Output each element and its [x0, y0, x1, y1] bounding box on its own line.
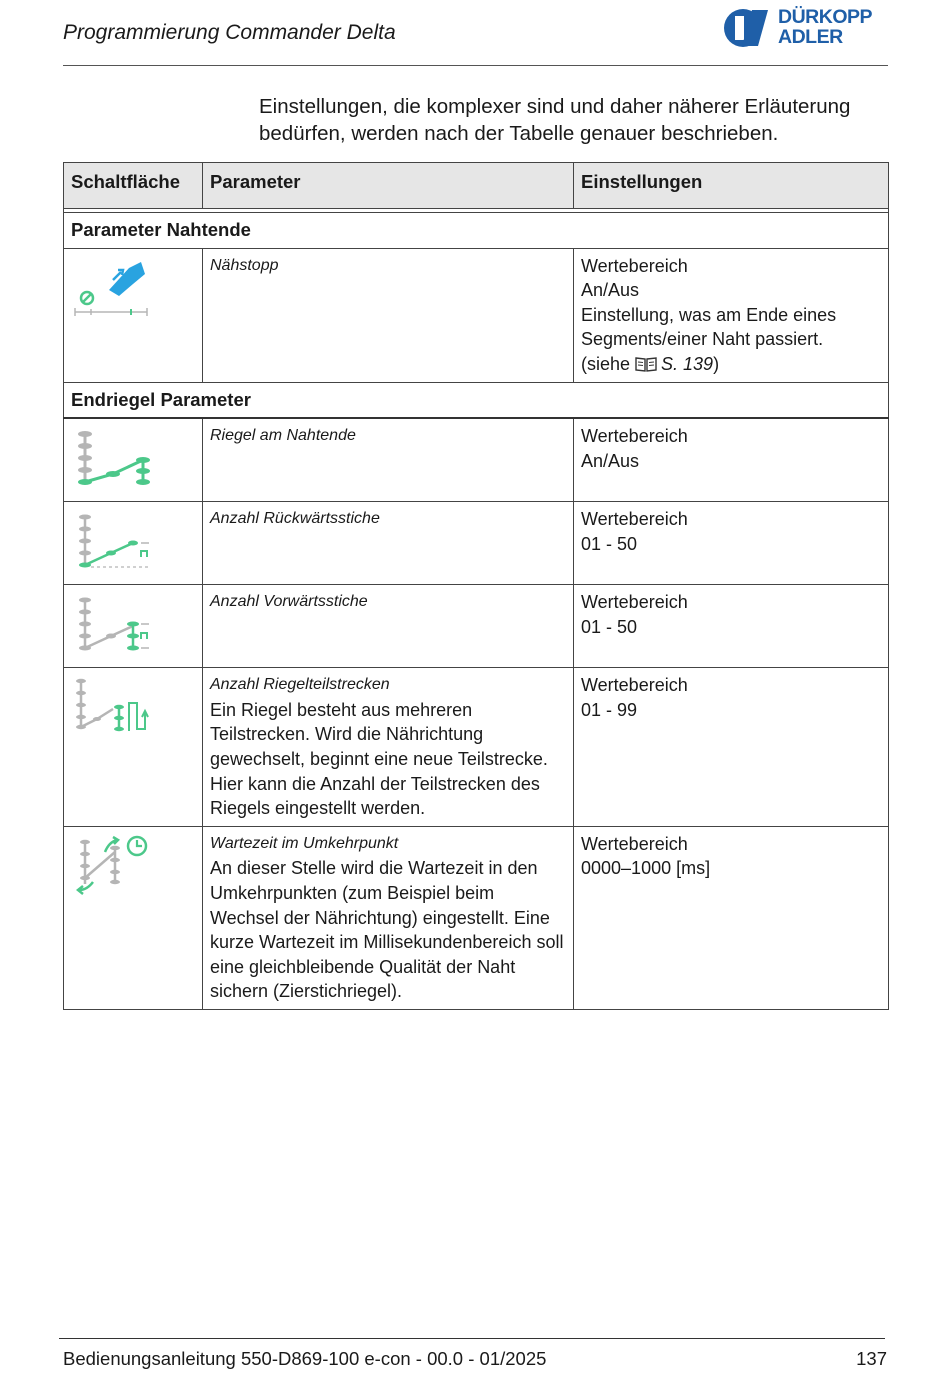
table-header-row — [64, 163, 889, 209]
settings-line: Wertebereich — [581, 592, 688, 613]
table-row — [64, 418, 889, 502]
icon-cell — [64, 248, 203, 382]
settings-cell — [574, 502, 889, 585]
settings-line: 0000–1000 [ms] — [581, 858, 711, 879]
logo-mark-icon — [722, 6, 776, 50]
parameter-name: Wartezeit im Umkehrpunkt — [210, 834, 399, 852]
settings-line: Einstellung, was am Ende eines Segments/einer Naht passiert. — [581, 304, 837, 350]
logo-text: DÜRKOPP ADLER — [778, 6, 873, 48]
section-row — [64, 213, 889, 249]
settings-line: An/Aus — [581, 450, 640, 471]
forward-stitches-icon[interactable] — [71, 590, 151, 662]
table-row — [64, 248, 889, 382]
settings-line: Wertebereich — [581, 675, 688, 696]
settings-line: Wertebereich — [581, 833, 688, 854]
table-row — [64, 502, 889, 585]
table-row — [64, 668, 889, 827]
section-title: Parameter Nahtende — [64, 213, 889, 249]
icon-cell — [64, 826, 203, 1009]
section-row — [64, 382, 889, 418]
book-icon — [635, 356, 657, 372]
company-logo — [722, 6, 892, 52]
settings-line: Wertebereich — [581, 509, 688, 530]
settings-line: An/Aus — [581, 280, 640, 301]
table-row — [64, 826, 889, 1009]
parameter-name: Anzahl Rückwärtsstiche — [210, 510, 380, 528]
settings-cell — [574, 826, 889, 1009]
page-reference[interactable]: (siehe S. 139) — [581, 353, 720, 374]
header-divider — [63, 65, 888, 66]
parameter-name: Anzahl Vorwärtsstiche — [210, 593, 368, 611]
icon-cell — [64, 502, 203, 585]
sew-stop-foot-icon[interactable] — [71, 254, 151, 326]
tack-segments-icon[interactable] — [71, 673, 151, 745]
icon-cell — [64, 585, 203, 668]
settings-line: 01 - 50 — [581, 616, 638, 637]
column-header-button: Schaltfläche — [64, 163, 203, 209]
footer-document-info: Bedienungsanleitung 550-D869-100 e-con - 00.0 - 01/2025 — [63, 1348, 547, 1369]
parameter-name: Riegel am Nahtende — [210, 427, 356, 445]
parameter-name: Nähstopp — [210, 256, 279, 274]
reversal-wait-time-icon[interactable] — [71, 832, 151, 904]
settings-line: 01 - 99 — [581, 699, 638, 720]
settings-cell — [574, 248, 889, 382]
page-number: 137 — [856, 1348, 887, 1369]
settings-line: Wertebereich — [581, 426, 688, 447]
settings-cell — [574, 418, 889, 502]
icon-cell — [64, 418, 203, 502]
section-title: Endriegel Parameter — [64, 382, 889, 418]
parameter-table — [63, 162, 889, 1010]
intro-paragraph: Einstellungen, die komplexer sind und daher näherer Erläuterung bedürfen, werden nach der Tabelle genauer beschrieben. — [259, 95, 851, 145]
settings-line: 01 - 50 — [581, 533, 638, 554]
header-title: Programmierung Commander Delta — [63, 21, 396, 44]
parameter-description: An dieser Stelle wird die Wartezeit in den Umkehrpunkten (zum Beispiel beim Wechsel der Nährichtung) eingestellt. Eine kurze Wartezeit im Millisekundenbereich soll eine gleichbleibende Qualität der Naht sichern (Zierstichriegel). — [210, 858, 564, 1002]
column-header-parameter: Parameter — [203, 163, 574, 209]
end-tack-icon[interactable] — [71, 424, 151, 496]
backward-stitches-icon[interactable] — [71, 507, 151, 579]
settings-line: Wertebereich — [581, 255, 688, 276]
parameter-description: Ein Riegel besteht aus mehreren Teilstrecken. Wird die Nährichtung gewechselt, beginnt eine neue Teilstrecke. Hier kann die Anzahl der Teilstrecken des Riegels eingestellt werden. — [210, 699, 548, 819]
icon-cell — [64, 668, 203, 827]
settings-cell — [574, 668, 889, 827]
settings-cell — [574, 585, 889, 668]
column-header-settings: Einstellungen — [574, 163, 889, 209]
table-row — [64, 585, 889, 668]
footer-divider — [59, 1338, 885, 1339]
parameter-name: Anzahl Riegelteilstrecken — [210, 676, 390, 694]
